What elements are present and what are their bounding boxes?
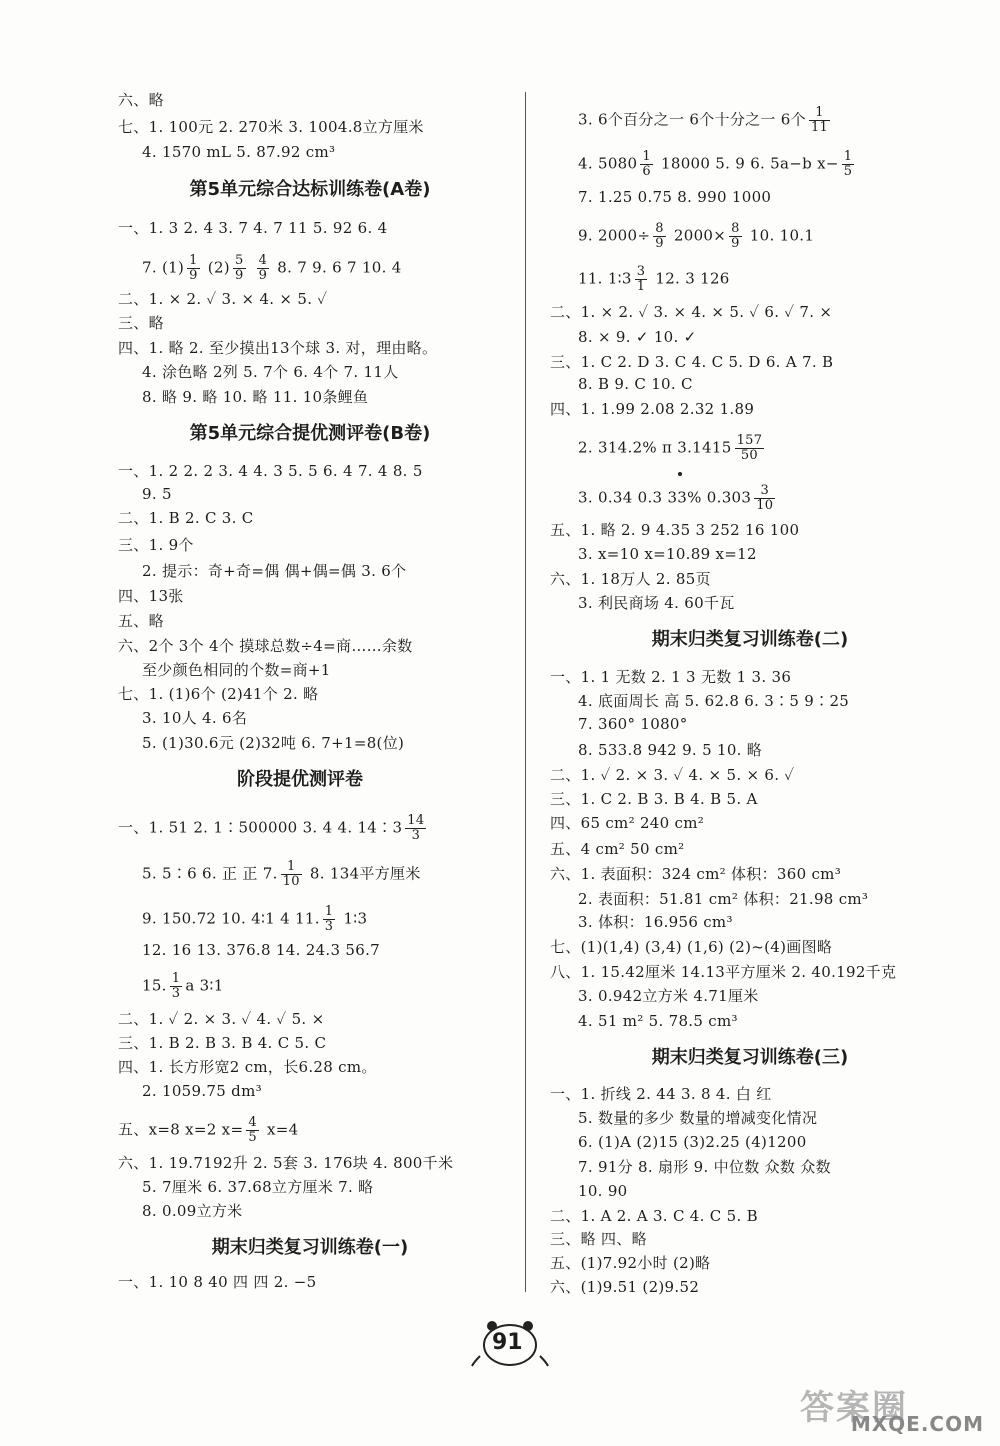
answer-line: 7. 91分 8. 扇形 9. 中位数 众数 众数 [578,1158,831,1176]
fraction: $\frac{3}{1}$ [636,264,646,294]
fraction: $\frac{5}{9}$ [234,253,244,283]
answer-line: 六、2个 3个 4个 摸球总数÷4=商……余数 [118,637,413,655]
answer-line: 五、x=8 x=2 x= $\frac{4}{5}$ x=4 [118,1115,299,1145]
answer-line: 3. x=10 x=10.89 x=12 [578,545,757,563]
answer-line: 4. 涂色略 2列 5. 7个 6. 4个 7. 11人 [142,363,399,381]
answer-line: 一、1. 折线 2. 44 3. 8 4. 白 红 [550,1085,772,1103]
answer-line: 9. 150.72 10. 4∶1 4 11. $\frac{1}{3}$ 1∶3 [142,904,368,934]
answer-line: 5. 5∶6 6. 正 正 7. $\frac{1}{10}$ 8. 134平方厘米 [142,859,421,889]
answer-line: 六、1. 表面积：324 cm² 体积：360 cm³ [550,865,842,883]
section-heading: 期末归类复习训练卷(一) [211,1237,409,1258]
answer-line: 3. 0.942立方米 4.71厘米 [578,987,759,1005]
section-heading: 期末归类复习训练卷(三) [651,1047,849,1068]
column-divider [525,92,526,1292]
watermark-url: MXQE.COM [850,1412,984,1436]
answer-line: 三、略 四、略 [550,1230,647,1248]
answer-line: 二、1. ✓ 2. × 3. ✓ 4. ✓ 5. × [118,1010,325,1028]
answer-line: 六、(1)9.51 (2)9.52 [550,1278,700,1296]
answer-line: 7. 1.25 0.75 8. 990 1000 [578,188,772,206]
answer-line: 四、13张 [118,587,184,605]
fraction: $\frac{1}{10}$ [282,859,300,889]
answer-line: 2. 表面积：51.81 cm² 体积：21.98 cm³ [578,890,869,908]
answer-line: 8. 0.09立方米 [142,1202,243,1220]
answer-line: 2. 提示：奇+奇=偶 偶+偶=偶 3. 6个 [142,562,407,580]
answer-line: 2. 1059.75 dm³ [142,1082,262,1100]
answer-line: 4. 底面周长 高 5. 62.8 6. 3∶5 9∶25 [578,692,850,710]
section-heading: 阶段提优测评卷 [237,769,363,790]
answer-line: 8. B 9. C 10. C [578,375,693,393]
fraction: $\frac{1}{6}$ [642,149,651,179]
answer-line: 10. 90 [578,1182,628,1200]
answer-line: 一、1. 3 2. 4 3. 7 4. 7 11 5. 92 6. 4 [118,219,388,237]
answer-line: 六、1. 19.7192升 2. 5套 3. 176块 4. 800千米 [118,1154,454,1172]
section-heading: 期末归类复习训练卷(二) [651,629,849,650]
answer-line: 三、1. C 2. B 3. B 4. B 5. A [550,790,758,808]
fraction: $\frac{8}{9}$ [655,221,664,251]
repeating-decimal-dot [678,472,682,476]
answer-line: 5. (1)30.6元 (2)32吨 6. 7+1=8(位) [142,734,405,752]
answer-line: 三、1. 9个 [118,536,194,554]
answer-line: 8. 533.8 942 9. 5 10. 略 [578,741,763,759]
answer-line: 三、1. C 2. D 3. C 4. C 5. D 6. A 7. B [550,353,834,371]
answer-line: 六、略 [118,91,164,109]
answer-line: 6. (1)A (2)15 (3)2.25 (4)1200 [578,1133,807,1151]
section-heading: 第5单元综合提优测评卷(B卷) [189,423,431,444]
answer-line: 7. 360° 1080° [578,715,688,733]
fraction: $\frac{3}{10}$ [756,483,774,513]
watermark-text: 答案圈 [800,1388,908,1428]
answer-line: 5. 数量的多少 数量的增减变化情况 [578,1109,818,1127]
watermark-logo [800,1380,990,1436]
answer-line: 8. 略 9. 略 10. 略 11. 10条鲤鱼 [142,388,369,406]
answer-line: 三、1. B 2. B 3. B 4. C 5. C [118,1034,327,1052]
answer-line: 9. 2000÷ $\frac{8}{9}$ 2000× $\frac{8}{9}$ 10. 10.1 [578,221,815,251]
answer-line: 六、1. 18万人 2. 85页 [550,570,711,588]
answer-line: 二、1. × 2. ✓ 3. × 4. × 5. ✓ [118,290,328,308]
fraction: $\frac{4}{9}$ [258,253,268,283]
answer-line: 3. 0.34 0.3 33% 0.303 $\frac{3}{10}$ [578,483,774,513]
answer-line: 三、略 [118,314,164,332]
answer-line: 五、(1)7.92小时 (2)略 [550,1254,711,1272]
fraction: $\frac{157}{50}$ [736,433,763,463]
answer-line: 一、1. 10 8 40 四 四 2. −5 [118,1273,317,1291]
answer-line: 4. 1570 mL 5. 87.92 cm³ [142,143,336,161]
answer-line: 五、1. 略 2. 9 4.35 3 252 16 100 [550,521,800,539]
page-number-badge [470,1318,550,1368]
answer-line: 一、1. 51 2. 1∶500000 3. 4 4. 14∶3 $\frac{14}{3}$ [118,813,425,843]
answer-line: 二、1. × 2. ✓ 3. × 4. × 5. ✓ 6. ✓ 7. × [550,303,833,321]
answer-line: 3. 利民商场 4. 60千瓦 [578,594,735,612]
fraction: $\frac{1}{3}$ [324,904,334,934]
answer-line: 一、1. 2 2. 2 3. 4 4. 3 5. 5 6. 4 7. 4 8. 5 [118,462,423,480]
fraction: $\frac{8}{9}$ [731,221,740,251]
answer-line: 一、1. 1 无数 2. 1 3 无数 1 3. 36 [550,668,792,686]
answer-line: 二、1. B 2. C 3. C [118,509,254,527]
page-number: 91 [492,1330,523,1355]
answer-line: 2. 314.2% π 3.1415 $\frac{157}{50}$ [578,433,763,463]
answer-line: 至少颜色相同的个数=商+1 [142,661,331,679]
answer-line: 四、1. 长方形宽2 cm，长6.28 cm。 [118,1058,377,1076]
answer-line: 5. 7厘米 6. 37.68立方厘米 7. 略 [142,1178,374,1196]
answer-line: 4. 5080 $\frac{1}{6}$ 18000 5. 9 6. 5a−b x− $\frac{1}{5}$ [578,149,853,179]
answer-line: 二、1. A 2. A 3. C 4. C 5. B [550,1207,758,1225]
fraction: $\frac{14}{3}$ [407,813,425,843]
answer-line: 4. 51 m² 5. 78.5 cm³ [578,1012,738,1030]
fraction: $\frac{1}{11}$ [810,105,829,135]
answer-line: 7. (1) $\frac{1}{9}$ (2) $\frac{5}{9}$ $\frac{4}{9}$ 8. 7 9. 6 7 10. 4 [142,253,402,283]
answer-line: 八、1. 15.42厘米 14.13平方厘米 2. 40.192千克 [550,963,897,981]
answer-line: 15. $\frac{1}{3}$ a 3∶1 [142,971,224,1001]
answer-line: 五、略 [118,612,164,630]
answer-line: 七、1. (1)6个 (2)41个 2. 略 [118,685,319,703]
answer-line: 二、1. ✓ 2. × 3. ✓ 4. × 5. × 6. ✓ [550,766,795,784]
answer-line: 七、1. 100元 2. 270米 3. 1004.8立方厘米 [118,118,424,136]
answer-line: 七、(1)(1,4) (3,4) (1,6) (2)~(4)画图略 [550,938,833,956]
answer-line: 3. 体积：16.956 cm³ [578,913,733,931]
answer-line: 3. 10人 4. 6名 [142,709,248,727]
answer-line: 3. 6个百分之一 6个十分之一 6个 $\frac{1}{11}$ [578,105,829,135]
fraction: $\frac{1}{5}$ [843,149,853,179]
answer-line: 四、65 cm² 240 cm² [550,814,705,832]
fraction: $\frac{1}{9}$ [189,253,198,283]
section-heading: 第5单元综合达标训练卷(A卷) [189,179,431,200]
answer-line: 8. × 9. ✓ 10. ✓ [578,328,697,346]
answer-line: 12. 16 13. 376.8 14. 24.3 56.7 [142,941,380,959]
fraction: $\frac{1}{3}$ [171,971,181,1001]
answer-line: 四、1. 略 2. 至少摸出13个球 3. 对，理由略。 [118,339,438,357]
answer-line: 四、1. 1.99 2.08 2.32 1.89 [550,400,755,418]
answer-line: 9. 5 [142,485,172,503]
answer-line: 五、4 cm² 50 cm² [550,840,685,858]
answer-line: 11. 1∶3 $\frac{3}{1}$ 12. 3 126 [578,264,730,294]
fraction: $\frac{4}{5}$ [248,1115,257,1145]
